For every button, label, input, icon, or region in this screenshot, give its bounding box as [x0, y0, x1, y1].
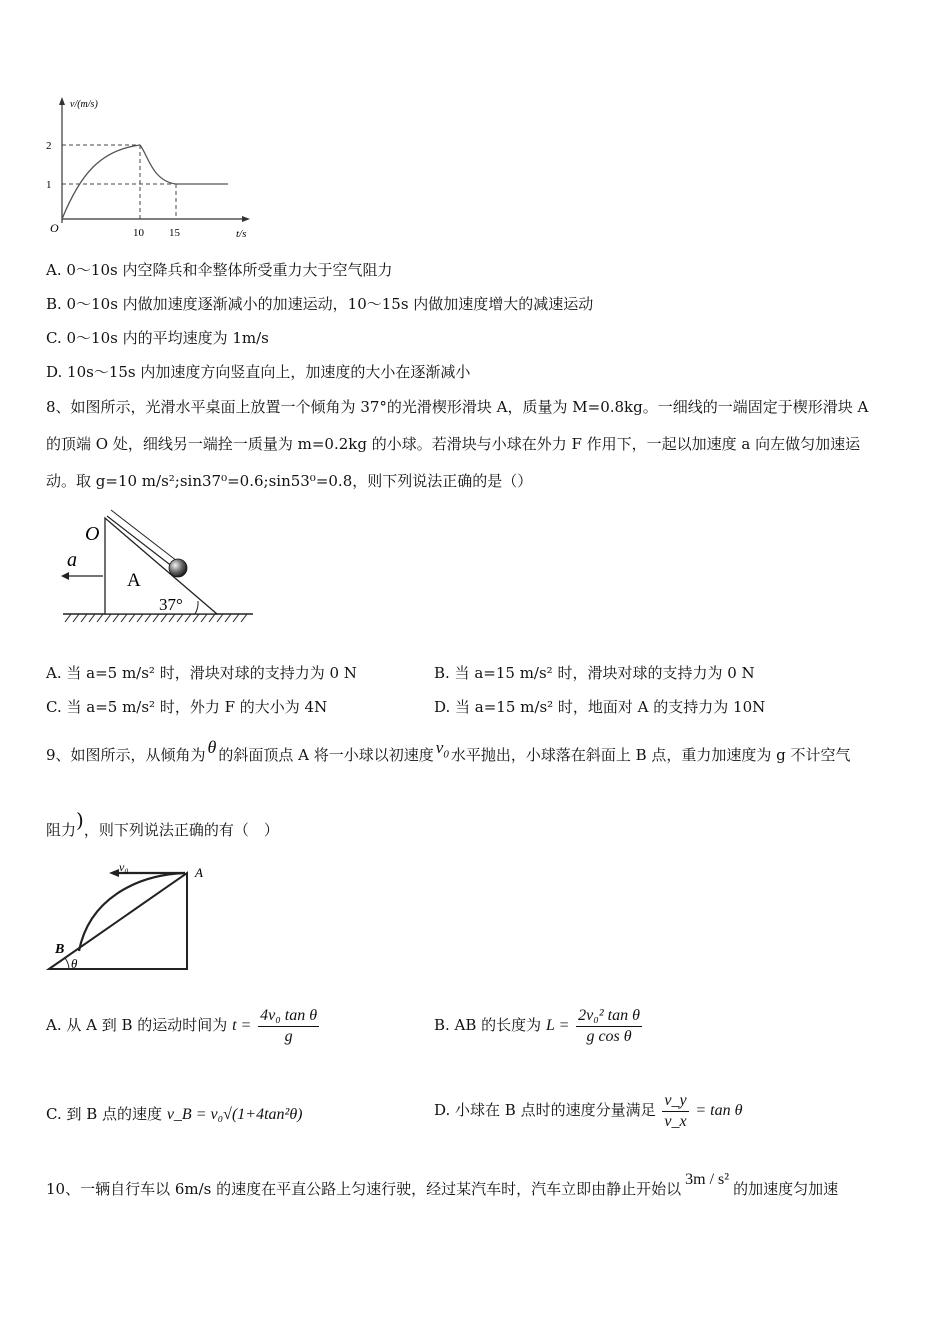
q9-option-b	[434, 1000, 644, 1051]
x-tick-10: 10	[133, 227, 144, 239]
q9-stem-line2-a: 阻力	[46, 821, 77, 839]
q9-stem-line2	[46, 808, 279, 840]
x-axis-arrow	[242, 216, 250, 222]
q9-stem-part1: 9、如图所示，从倾角为	[46, 746, 206, 764]
q9-stem-line1	[46, 737, 851, 771]
q9-option-a-denominator: g	[284, 1027, 293, 1045]
q9-option-a-fraction	[258, 1006, 319, 1047]
projectile-figure	[45, 855, 220, 975]
y-axis-arrow	[59, 97, 65, 105]
q8-option-a: A. 当 a=5 m/s² 时，滑块对球的支持力为 0 N	[46, 664, 357, 682]
q10-acceleration: 3m / s²	[685, 1171, 730, 1188]
q9-option-d-rhs: = tan θ	[695, 1102, 743, 1119]
label-point-a: A	[195, 865, 203, 880]
q9-stem-part3: 水平抛出，小球落在斜面上 B 点，重力加速度为 g 不计空气	[450, 746, 851, 764]
velocity-curve	[62, 145, 228, 219]
q7-option-c: C. 0～10s 内的平均速度为 1m/s	[46, 329, 269, 347]
q9-option-d	[434, 1085, 742, 1136]
q9-option-c	[46, 1104, 303, 1125]
q10-stem-part2: 的加速度匀加速	[733, 1180, 839, 1198]
label-wedge-a: A	[127, 570, 141, 591]
q9-stem-line2-b: ，则下列说法正确的有（ ）	[83, 821, 279, 839]
q9-option-c-text: C. 到 B 点的速度	[46, 1105, 163, 1123]
origin-label: O	[50, 221, 59, 235]
q8-option-b: B. 当 a=15 m/s² 时，滑块对球的支持力为 0 N	[434, 664, 755, 682]
q9-option-b-denominator: g cos θ	[586, 1027, 632, 1045]
x-axis-label: t/s	[236, 228, 247, 240]
q9-option-b-lhs: L =	[545, 1017, 570, 1034]
q9-option-d-numerator: v_y	[662, 1091, 688, 1112]
y-tick-1: 1	[46, 179, 52, 191]
y-tick-2: 2	[46, 140, 52, 152]
q9-option-b-numerator: 2v₀² tan θ	[576, 1006, 642, 1027]
q9-option-a-lhs: t =	[232, 1017, 252, 1034]
q10-stem-part1: 10、一辆自行车以 6m/s 的速度在平直公路上匀速行驶，经过某汽车时，汽车立即由静止开始以	[46, 1180, 682, 1198]
q9-option-b-fraction	[576, 1006, 642, 1047]
q9-theta: θ	[207, 737, 217, 757]
y-axis-label: v/(m/s)	[70, 99, 98, 110]
q7-option-a: A. 0～10s 内空降兵和伞整体所受重力大于空气阻力	[46, 261, 393, 279]
q9-option-d-fraction	[662, 1091, 688, 1132]
q8-option-c: C. 当 a=5 m/s² 时，外力 F 的大小为 4N	[46, 698, 328, 716]
q8-stem-line1: 8、如图所示，光滑水平桌面上放置一个倾角为 37°的光滑楔形滑块 A，质量为 M=0.8kg。一细线的一端固定于楔形滑块 A	[46, 398, 869, 416]
label-v0: v₀	[119, 860, 129, 874]
q7-option-d: D. 10s～15s 内加速度方向竖直向上，加速度的大小在逐渐减小	[46, 363, 471, 381]
q9-option-d-text: D. 小球在 B 点时的速度分量满足	[434, 1101, 656, 1119]
q9-option-c-formula: v_B = v₀√(1+4tan²θ)	[166, 1106, 303, 1123]
q9-paren: )	[76, 808, 84, 832]
q10-stem-line1	[46, 1171, 839, 1200]
x-tick-15: 15	[169, 227, 180, 239]
label-o: O	[85, 523, 100, 545]
label-a-accel: a	[67, 549, 77, 571]
acceleration-arrowhead	[61, 572, 69, 580]
q9-option-d-denominator: v_x	[664, 1112, 687, 1130]
label-angle: 37°	[159, 595, 183, 614]
ball	[169, 559, 187, 577]
label-point-b: B	[55, 942, 65, 957]
label-theta: θ	[71, 956, 78, 971]
q7-option-b: B. 0～10s 内做加速度逐渐减小的加速运动，10～15s 内做加速度增大的减速运动	[46, 295, 594, 313]
ground-hatch	[65, 614, 247, 622]
q8-stem-line3: 动。取 g=10 m/s²;sin37⁰=0.6;sin53⁰=0.8，则下列说法正确的是（）	[46, 472, 533, 490]
velocity-time-graph	[40, 95, 270, 245]
q9-option-b-text: B. AB 的长度为	[434, 1016, 542, 1034]
q8-stem-line2: 的顶端 O 处，细线另一端拴一质量为 m=0.2kg 的小球。若滑块与小球在外力 F 作用下，一起以加速度 a 向左做匀加速运	[46, 435, 861, 453]
wedge-figure	[55, 510, 265, 630]
q9-option-a	[46, 1000, 321, 1051]
q8-option-d: D. 当 a=15 m/s² 时，地面对 A 的支持力为 10N	[434, 698, 766, 716]
q9-stem-part2: 的斜面顶点 A 将一小球以初速度	[218, 746, 434, 764]
q9-option-a-text: A. 从 A 到 B 的运动时间为	[46, 1016, 228, 1034]
q9-v0: $v_0$	[435, 738, 449, 761]
q9-option-a-numerator: 4v₀ tan θ	[258, 1006, 319, 1027]
incline	[49, 873, 187, 969]
v0-arrowhead	[109, 869, 119, 877]
